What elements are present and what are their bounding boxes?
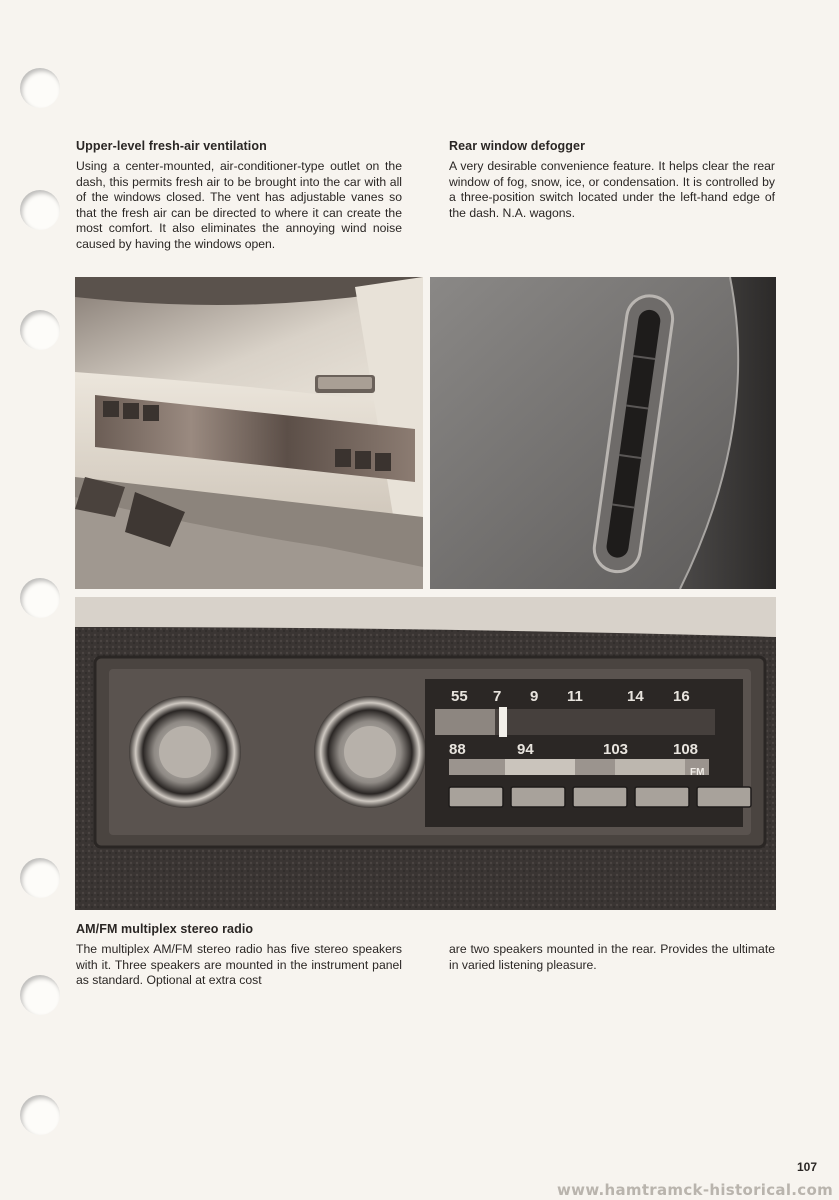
am-dial-label: 7 [493,688,502,705]
binder-hole [20,975,60,1015]
page-number: 107 [796,1160,817,1174]
fm-dial-label: 94 [517,741,534,758]
radio-heading: AM/FM multiplex stereo radio [76,922,254,936]
dashboard-vent-photo [75,277,423,589]
fm-badge: FM [690,767,705,778]
binder-hole [20,190,60,230]
am-dial-label: 55 [451,688,468,705]
radio-body-column-1: The multiplex AM/FM stereo radio has five stereo speakers with it. Three speakers are mounted in the instrument panel as standard. Optional at extra cost [76,942,402,988]
fm-dial-label: 108 [673,741,699,758]
binder-hole [20,858,60,898]
watermark: www.hamtramck-historical.com [557,1181,833,1199]
defogger-body: A very desirable convenience feature. It helps clear the rear window of fog, snow, ice, or condensation. It is controlled by a three-position switch located under the left-hand edge of the dash. N.A. wagons. [449,159,775,220]
binder-hole [20,68,60,108]
ventilation-heading: Upper-level fresh-air ventilation [76,139,267,153]
fm-dial-label: 88 [449,741,466,758]
am-dial-label: 11 [567,688,583,705]
am-dial-label: 9 [530,688,539,705]
radio-body-column-2: are two speakers mounted in the rear. Provides the ultimate in varied listening pleasure. [449,942,775,972]
am-dial-label: 16 [673,688,690,705]
defogger-heading: Rear window defogger [449,139,586,153]
ventilation-body: Using a center-mounted, air-conditioner-type outlet on the dash, this permits fresh air to be brought into the car with all of the windows closed. The vent has adjustable vanes so that the fresh air can be directed to where it can create the most comfort. It also eliminates the annoying wind noise caused by having the windows open. [76,159,402,251]
am-dial-label: 14 [627,688,644,705]
radio-photo [75,597,776,910]
fm-dial-label: 103 [603,741,629,758]
binder-hole [20,578,60,618]
binder-hole [20,310,60,350]
defogger-vent-photo [430,277,776,589]
binder-hole [20,1095,60,1135]
